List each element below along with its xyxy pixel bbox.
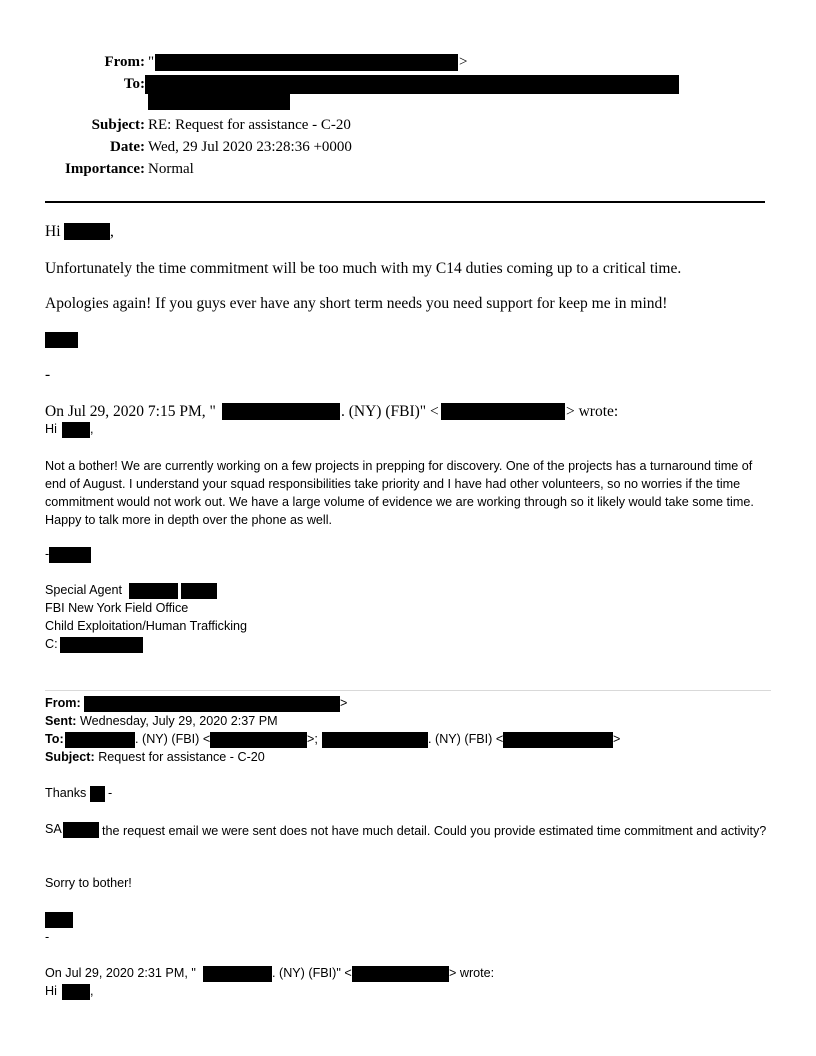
redaction-block [45, 912, 73, 928]
redaction-block [60, 637, 143, 653]
redaction-block [503, 732, 613, 748]
fwd-subject-line [45, 750, 265, 764]
redaction-block [352, 966, 449, 982]
redaction-block [64, 223, 110, 240]
fwd-subject-label: Subject: [45, 750, 95, 764]
reply-greeting: Hi [45, 223, 61, 240]
subject-label: Subject: [91, 117, 145, 133]
importance-label: Importance: [65, 161, 145, 177]
to-label: To: [123, 76, 145, 92]
agent-body: Not a bother! We are currently working on a few projects in prepping for discovery. One of the projects has a turnaround time of end of August. I understand your squad responsibilities take priority and I have had other volunteers, so no worries if the time commitment would not work out. We have a large volume of evidence we are working through so it likely would take some time. Happy to talk more in depth over the phone as well. [45, 459, 754, 527]
importance-value: Normal [148, 161, 194, 177]
redaction-block [203, 966, 272, 982]
date-value: Wed, 29 Jul 2020 23:28:36 +0000 [148, 139, 352, 155]
redaction-block [65, 732, 135, 748]
sig-title: Special Agent [45, 583, 123, 597]
fwd-to-label: To: [45, 732, 64, 746]
redaction-block [441, 403, 565, 420]
date-label: Date: [110, 139, 145, 155]
redaction-block [155, 54, 458, 71]
redaction-block [222, 403, 340, 420]
fwd-to-part1: . (NY) (FBI) < [135, 732, 211, 746]
fwd-thanks: Thanks [45, 786, 87, 800]
redaction-block [45, 332, 78, 348]
redaction-block [62, 984, 90, 1000]
redaction-block [210, 732, 307, 748]
reply-line-1: Unfortunately the time commitment will be too much with my C14 duties coming up to a critical time. [45, 260, 682, 277]
sig-office: FBI New York Field Office [45, 601, 189, 615]
agent-greeting: Hi [45, 422, 57, 436]
sig-unit: Child Exploitation/Human Trafficking [45, 619, 248, 633]
fwd-sent-line [45, 714, 278, 728]
quote-intro-b: . (NY) (FBI)" < [341, 403, 439, 420]
forward-divider [45, 690, 771, 691]
fwd-greeting-comma: , [90, 984, 94, 998]
fwd-sorry: Sorry to bother! [45, 876, 132, 890]
fwd-sa-prefix: SA [45, 822, 62, 836]
fwd-sa-body: the request email we were sent does not have much detail. Could you provide estimated time commitment and activity? [102, 824, 767, 838]
fwd-from-suffix: > [340, 696, 348, 710]
agent-greeting-comma: , [90, 422, 94, 436]
fwd-quote-intro-b: . (NY) (FBI)" < [272, 966, 352, 980]
subject-value: RE: Request for assistance - C-20 [148, 117, 351, 133]
fwd-to-part2: >; [307, 732, 318, 746]
fwd-quote-intro-a: On Jul 29, 2020 2:31 PM, " [45, 966, 196, 980]
header-divider [45, 201, 765, 203]
reply-greeting-comma: , [110, 223, 114, 240]
redaction-block [145, 75, 679, 94]
fwd-subject-value: Request for assistance - C-20 [98, 750, 265, 764]
fwd-greeting: Hi [45, 984, 57, 998]
fwd-sent-value: Wednesday, July 29, 2020 2:37 PM [79, 714, 278, 728]
fwd-thanks-dash: - [108, 786, 113, 800]
redaction-block [322, 732, 428, 748]
fwd-sent-label: Sent: [45, 714, 77, 728]
redaction-block [90, 786, 105, 802]
fwd-quote-intro-c: > wrote: [449, 966, 495, 980]
from-quote: " [148, 54, 155, 70]
from-suffix: > [459, 54, 468, 70]
quote-intro-a: On Jul 29, 2020 7:15 PM, " [45, 403, 216, 420]
fwd-from-label: From: [45, 696, 81, 710]
redaction-block [181, 583, 217, 599]
fwd-dash: - [45, 930, 50, 944]
fwd-from-line [45, 696, 81, 710]
sig-cell-label: C: [45, 637, 58, 651]
sig-dash: - [45, 547, 50, 561]
fwd-to-part4: > [613, 732, 621, 746]
quote-intro-c: > wrote: [566, 403, 619, 420]
fwd-to-part3: . (NY) (FBI) < [428, 732, 504, 746]
from-label: From: [104, 54, 145, 70]
reply-dash: - [45, 366, 51, 383]
redaction-block [49, 547, 91, 563]
redaction-block [62, 422, 90, 438]
redaction-block [129, 583, 178, 599]
fwd-to-line [45, 732, 64, 746]
redaction-block [84, 696, 340, 712]
redaction-block [148, 94, 290, 110]
reply-line-2: Apologies again! If you guys ever have any short term needs you need support for keep me in mind! [45, 295, 668, 312]
